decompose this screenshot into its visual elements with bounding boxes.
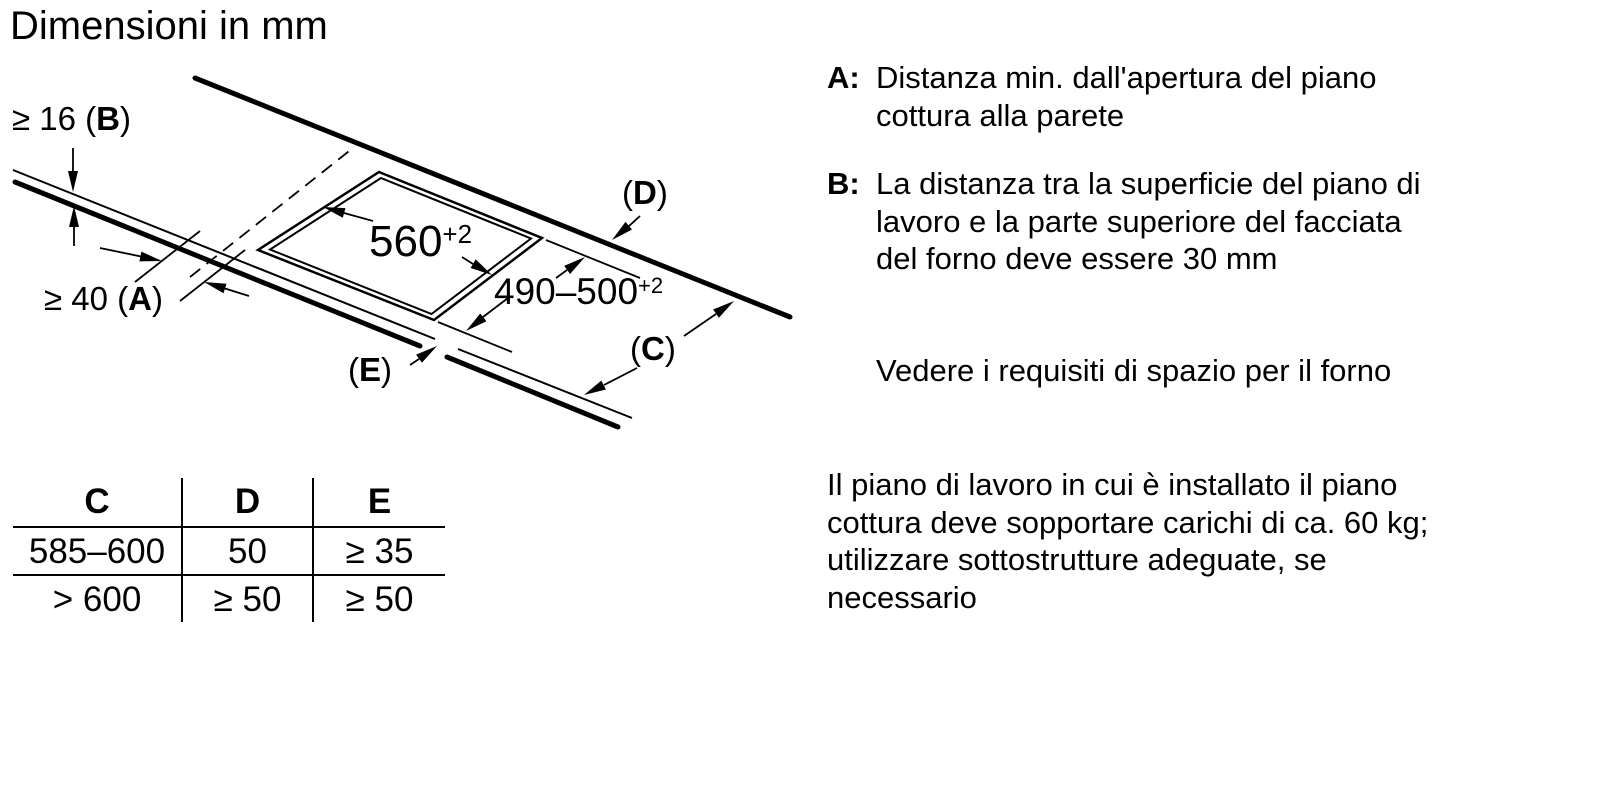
label-d-arrowhead xyxy=(612,222,632,240)
label-e xyxy=(348,351,392,389)
table-cell-r2-e: ≥ 50 xyxy=(314,574,445,622)
dim-560-label xyxy=(369,218,472,266)
dim-a-arrowhead-right xyxy=(139,252,162,262)
dim-depth-tolerance: +2 xyxy=(638,273,664,298)
label-d xyxy=(622,174,668,212)
label-c-letter: C xyxy=(641,330,665,367)
note-b-line: del forno deve essere 30 mm xyxy=(876,241,1278,276)
dim-depth-label xyxy=(494,272,663,313)
dim-depth-value: 490–500 xyxy=(494,271,639,312)
dim-a-label xyxy=(44,280,163,318)
table-header-e: E xyxy=(367,482,392,521)
dim-560-value: 560 xyxy=(369,217,443,266)
page-title: Dimensioni in mm xyxy=(10,4,328,48)
note-b-line: lavoro e la parte superiore del facciata xyxy=(876,203,1402,239)
note-a-line: cottura alla parete xyxy=(876,97,1125,133)
label-e-prefix: ( xyxy=(348,351,359,388)
dim-a-prefix: ≥ 40 ( xyxy=(44,280,129,317)
table-cell-r1-e: ≥ 35 xyxy=(314,526,445,574)
dimension-table xyxy=(13,478,445,622)
dim-a-arrow-line-left xyxy=(100,248,141,257)
dim-560-arrowhead-right xyxy=(471,259,492,275)
label-d-prefix: ( xyxy=(622,174,633,211)
label-d-letter: D xyxy=(633,174,657,211)
dim-a-letter: A xyxy=(128,280,152,317)
label-c-arrowhead-up xyxy=(713,301,734,318)
dim-b-suffix: ) xyxy=(120,100,131,137)
dim-a-arrowhead-left xyxy=(204,282,227,293)
label-c-suffix: ) xyxy=(664,330,676,367)
note-b xyxy=(827,165,1421,278)
label-e-leader-line xyxy=(410,359,419,365)
table-header-d: D xyxy=(181,478,314,526)
label-d-suffix: ) xyxy=(656,174,668,211)
label-d-leader-line xyxy=(629,216,640,226)
load-note-line: utilizzare sottostrutture adeguate, se xyxy=(827,542,1327,577)
dim-a-suffix: ) xyxy=(152,280,163,317)
label-e-arrowhead xyxy=(416,346,437,363)
note-b-label: B: xyxy=(827,166,860,201)
label-c xyxy=(630,330,676,368)
note-b-line: La distanza tra la superficie del piano di xyxy=(876,166,1421,201)
table-cell-r2-c: > 600 xyxy=(13,574,181,622)
table-cell-r1-d: 50 xyxy=(181,526,314,574)
label-c-arrowhead-down xyxy=(584,381,606,395)
label-c-leader-line-up xyxy=(684,314,716,336)
label-c-leader-line-down xyxy=(604,368,637,385)
label-c-prefix: ( xyxy=(630,330,641,367)
table-cell-r2-d: ≥ 50 xyxy=(181,574,314,622)
load-note-line: necessario xyxy=(827,579,977,615)
see-also-note: Vedere i requisiti di spazio per il forno xyxy=(876,353,1392,388)
dim-a-extension-line-2 xyxy=(180,250,245,301)
dim-b-letter: B xyxy=(96,100,120,137)
note-a-line: Distanza min. dall'apertura del piano xyxy=(876,60,1377,95)
label-e-suffix: ) xyxy=(381,351,393,388)
note-a-text xyxy=(876,59,1376,134)
dim-a-arrow-line-right xyxy=(225,289,249,297)
dim-560-tolerance: +2 xyxy=(442,219,473,249)
load-note xyxy=(827,466,1428,616)
table-cell-r1-c: 585–600 xyxy=(13,526,181,574)
worktop-back-edge xyxy=(195,78,790,317)
dim-b-prefix: ≥ 16 ( xyxy=(12,100,97,137)
dim-b-arrowhead-down xyxy=(68,171,78,192)
note-a xyxy=(827,59,1376,134)
note-a-label: A: xyxy=(827,60,860,95)
load-note-line: cottura deve sopportare carichi di ca. 60 kg; xyxy=(827,504,1429,540)
note-b-text xyxy=(876,165,1421,278)
load-note-line: Il piano di lavoro in cui è installato il piano xyxy=(827,467,1398,502)
dim-b-label xyxy=(12,100,131,138)
label-e-letter: E xyxy=(359,351,382,388)
table-header-c: C xyxy=(84,482,110,521)
